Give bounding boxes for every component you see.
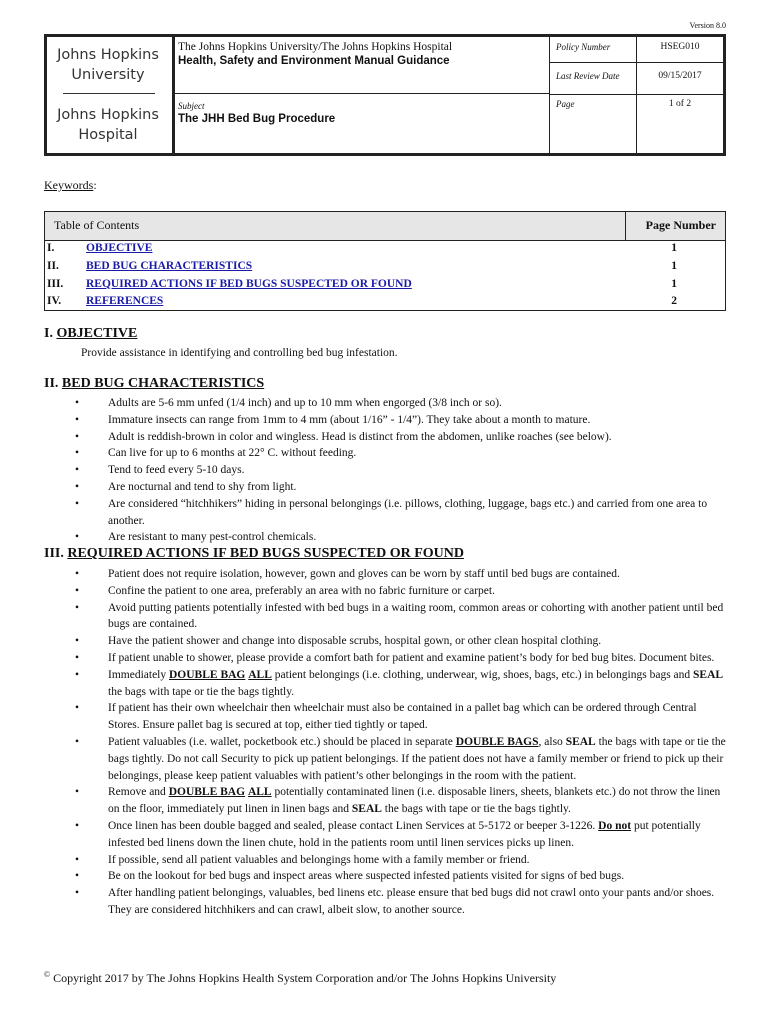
last-review-row <box>550 62 723 95</box>
toc-number: IV. <box>47 295 62 307</box>
list-item: • Adults are 5-6 mm unfed (1/4 inch) and up to 10 mm when engorged (3/8 inch or so). <box>62 395 728 412</box>
text-run: Remove and <box>108 786 169 799</box>
toc-page: 2 <box>671 295 677 307</box>
table-of-contents <box>44 211 726 311</box>
toc-number: II. <box>47 260 59 272</box>
text-run: patient belongings (i.e. clothing, underwear, wig, shoes, bags, etc.) in belongings bags and <box>271 668 694 681</box>
page-value: 1 of 2 <box>668 99 692 109</box>
logo-university-line1: Johns Hopkins <box>57 47 159 63</box>
toc-page: 1 <box>671 242 677 254</box>
page-row <box>550 94 723 153</box>
list-item: • If patient unable to shower, please provide a comfort bath for patient and examine patient’s body for bed bug bites. Document bites. <box>62 650 728 667</box>
section-number: III. <box>44 546 68 561</box>
text-run: put potentially infested bed linens down the linen chute, hold in the patients room until linen services picks up linen. <box>108 819 701 849</box>
text-run: , also <box>538 735 566 748</box>
header-title-cell <box>172 37 550 94</box>
logo-university <box>47 45 169 85</box>
copyright-symbol: © <box>44 970 51 979</box>
subject-value: The JHH Bed Bug Procedure <box>178 113 336 125</box>
list-item <box>62 667 728 701</box>
objective-text: Provide assistance in identifying and controlling bed bug infestation. <box>81 347 398 359</box>
section-number: I. <box>44 326 57 341</box>
keywords: Keywords: <box>44 178 97 192</box>
logo-hospital-line2: Hospital <box>78 127 138 143</box>
section-title: BED BUG CHARACTERISTICS <box>61 376 265 391</box>
section-number: II. <box>44 376 62 391</box>
emphasis-seal: SEAL <box>693 668 724 681</box>
text-run: Once linen has been double bagged and sealed, please contact Linen Services at 5-5172 or beeper 3-1226. <box>108 819 599 832</box>
list-item: • Immature insects can range from 1mm to 4 mm (about 1/16” - 1/4”). They take about a month to mature. <box>62 412 728 429</box>
emphasis-seal: SEAL <box>351 803 382 816</box>
policy-number-row <box>550 37 723 63</box>
text-run: the bags with tape or tie the bags tightly. <box>381 803 571 816</box>
toc-row <box>45 294 725 312</box>
toc-page-heading: Page Number <box>645 218 716 232</box>
last-review-label: Last Review Date <box>550 62 637 94</box>
list-item: • Patient does not require isolation, however, gown and gloves can be worn by staff until bed bugs are contained. <box>62 566 728 583</box>
copyright-footer <box>44 970 556 986</box>
section-title: OBJECTIVE <box>56 326 138 341</box>
document-header <box>44 34 726 156</box>
actions-list <box>62 566 728 919</box>
keywords-label: Keywords <box>44 178 94 192</box>
emphasis-double-bag: DOUBLE BAG <box>169 668 246 681</box>
toc-row <box>45 259 725 277</box>
list-item <box>62 734 728 784</box>
emphasis-all: ALL <box>247 786 272 799</box>
policy-number-label: Policy Number <box>550 37 637 62</box>
toc-page: 1 <box>671 260 677 272</box>
emphasis-double-bag: DOUBLE BAG <box>168 786 246 799</box>
org-line: The Johns Hopkins University/The Johns Hopkins Hospital <box>178 41 453 53</box>
list-item: • Tend to feed every 5-10 days. <box>62 462 728 479</box>
manual-title: Health, Safety and Environment Manual Guidance <box>178 55 450 67</box>
list-item: • Are nocturnal and tend to shy from light. <box>62 479 728 496</box>
last-review-value: 09/15/2017 <box>658 71 702 81</box>
list-item: • If possible, send all patient valuables and belongings home with a family member or friend. <box>62 852 728 869</box>
toc-header-divider <box>625 212 626 240</box>
list-item: • Can live for up to 6 months at 22° C. without feeding. <box>62 445 728 462</box>
toc-link-characteristics[interactable]: BED BUG CHARACTERISTICS <box>86 260 253 272</box>
emphasis-double-bags: DOUBLE BAGS <box>455 735 539 748</box>
text-run: Patient valuables (i.e. wallet, pocketbook etc.) should be placed in separate <box>108 735 456 748</box>
toc-heading: Table of Contents <box>54 218 140 232</box>
list-item: • Are resistant to many pest-control chemicals. <box>62 529 728 546</box>
list-item: • If patient has their own wheelchair then wheelchair must also be contained in a pallet bag which can be ordered through Central Stores. Ensure pallet bag is secured at top, either tied tightly or taped. <box>62 700 728 734</box>
section-actions-heading <box>44 546 464 562</box>
list-item: • Confine the patient to one area, preferably an area with no fabric furniture or carpet. <box>62 583 728 600</box>
toc-page: 1 <box>671 278 677 290</box>
logo-divider <box>63 93 155 94</box>
logo-hospital-line1: Johns Hopkins <box>57 107 159 123</box>
emphasis-seal: SEAL <box>565 735 596 748</box>
emphasis-all: ALL <box>248 668 272 681</box>
list-item: • Avoid putting patients potentially infested with bed bugs in a waiting room, common areas or cohorting with another patient until bed bugs are contained. <box>62 600 728 634</box>
list-item: • Be on the lookout for bed bugs and inspect areas where suspected infested patients visited for signs of bed bugs. <box>62 868 728 885</box>
list-item <box>62 818 728 852</box>
list-item: • After handling patient belongings, valuables, bed linens etc. please ensure that bed bugs did not crawl onto your pants and/or shoes. They are considered hitchhikers and can crawl, albeit slow, to another source. <box>62 885 728 919</box>
section-characteristics-heading <box>44 376 264 392</box>
emphasis-do-not: Do not <box>598 819 632 832</box>
text-run: Immediately <box>108 668 169 681</box>
toc-row <box>45 277 725 295</box>
logo-hospital <box>47 105 169 145</box>
text-run: the bags with tape or tie the bags tightly. <box>108 685 295 698</box>
version-label: Version 8.0 <box>689 21 726 30</box>
list-item: • Adult is reddish-brown in color and wingless. Head is distinct from the abdomen, unlike roaches (see below). <box>62 429 728 446</box>
toc-link-objective[interactable]: OBJECTIVE <box>86 242 153 254</box>
subject-label: Subject <box>178 101 205 111</box>
copyright-text: Copyright 2017 by The Johns Hopkins Health System Corporation and/or The Johns Hopkins University <box>50 971 557 985</box>
header-subject-cell <box>172 94 550 153</box>
characteristics-list <box>62 395 728 546</box>
toc-header <box>45 212 725 241</box>
toc-row <box>45 241 725 259</box>
section-objective-heading <box>44 326 137 342</box>
toc-link-required-actions[interactable]: REQUIRED ACTIONS IF BED BUGS SUSPECTED OR FOUND <box>86 278 412 290</box>
list-item: • Have the patient shower and change into disposable scrubs, hospital gown, or other clean hospital clothing. <box>62 633 728 650</box>
logo-university-line2: University <box>71 67 145 83</box>
list-item: • Are considered “hitchhikers” hiding in personal belongings (i.e. pillows, clothing, luggage, bags etc.) and carried from one area to another. <box>62 496 728 530</box>
policy-number-value: HSEG010 <box>660 42 700 52</box>
toc-link-references[interactable]: REFERENCES <box>86 295 164 307</box>
page-label: Page <box>550 94 637 153</box>
section-title: REQUIRED ACTIONS IF BED BUGS SUSPECTED OR FOUND <box>67 546 464 561</box>
text-run: potentially contaminated linen (i.e. disposable liners, sheets, blankets etc.) do not throw the linen on the floor, immediately put linen in linen bags and <box>108 786 721 816</box>
toc-number: III. <box>47 278 64 290</box>
toc-number: I. <box>47 242 55 254</box>
jhu-jhh-logo <box>47 37 175 153</box>
text-run: the bags with tape or tie the bags tightly. Do not call Security to pick up patient belongings. If the patient does not have a family member or friend to pick up their belongings, please keep patient valuables with patient’s other belongings in the room with the patient. <box>108 735 726 782</box>
list-item <box>62 784 728 818</box>
